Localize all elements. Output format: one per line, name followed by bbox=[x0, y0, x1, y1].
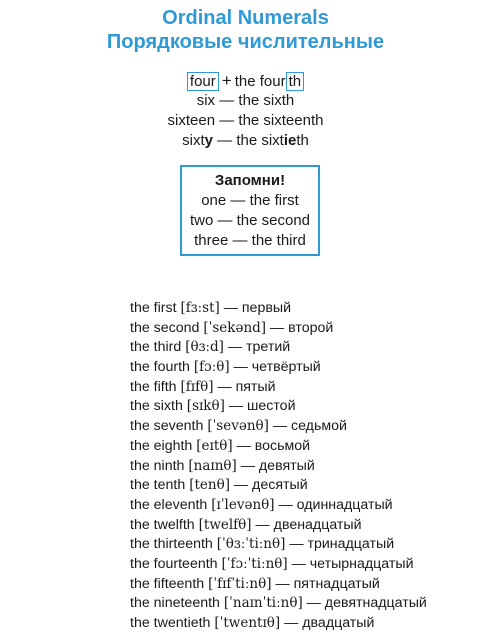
result-word bbox=[236, 132, 309, 149]
english-ordinal: the twelfth bbox=[130, 516, 195, 533]
transcription: [θɜːd] bbox=[185, 339, 224, 356]
english-ordinal: the sixth bbox=[130, 398, 183, 415]
base-word: six bbox=[196, 92, 216, 109]
russian-translation: — четвёртый bbox=[233, 359, 321, 376]
list-item bbox=[130, 476, 427, 496]
transcription: [sɪkθ] bbox=[186, 398, 225, 415]
russian-translation: — пятнадцатый bbox=[275, 575, 380, 592]
dash: — bbox=[219, 92, 235, 109]
list-item bbox=[130, 358, 427, 378]
transcription: [fɔːθ] bbox=[193, 359, 230, 376]
transcription: [ˈnaɪnˈtiːnθ] bbox=[223, 595, 303, 612]
list-item bbox=[130, 535, 427, 555]
russian-translation: — двенадцатый bbox=[255, 516, 362, 533]
english-ordinal: the eleventh bbox=[130, 496, 208, 513]
result-word: the sixteenth bbox=[238, 112, 324, 129]
transcription: [twelfθ] bbox=[198, 516, 252, 533]
english-ordinal: the first bbox=[130, 300, 177, 316]
rule-four bbox=[0, 71, 491, 91]
english-ordinal: the nineteenth bbox=[130, 595, 220, 612]
rule-six bbox=[0, 91, 491, 111]
english-ordinal: the eighth bbox=[130, 437, 193, 454]
list-item bbox=[130, 496, 427, 516]
remember-title: Запомни! bbox=[214, 172, 286, 189]
remember-box bbox=[180, 165, 320, 256]
english-ordinal: the third bbox=[130, 339, 182, 356]
result-suffix: th bbox=[296, 132, 309, 149]
russian-translation: — девятый bbox=[240, 457, 315, 474]
formation-rules bbox=[0, 71, 491, 151]
list-item bbox=[130, 457, 427, 477]
dash: — bbox=[217, 132, 233, 149]
russian-translation: — одиннадцатый bbox=[278, 496, 393, 513]
page-title-russian: Порядковые числительные bbox=[106, 31, 385, 53]
english-ordinal: the fifth bbox=[130, 378, 177, 395]
list-item bbox=[130, 378, 427, 398]
list-item bbox=[130, 299, 427, 319]
russian-translation: — третий bbox=[227, 339, 291, 356]
list-item bbox=[130, 417, 427, 437]
base-word bbox=[182, 132, 213, 149]
transcription: [ˈfɪfˈtiːnθ] bbox=[208, 575, 272, 592]
base-word: sixteen bbox=[167, 112, 216, 129]
plus-sign: + bbox=[221, 71, 232, 90]
highlighted-change: ie bbox=[283, 132, 297, 149]
transcription: [ɪˈlevənθ] bbox=[211, 496, 275, 513]
transcription: [naɪnθ] bbox=[188, 457, 237, 474]
english-ordinal: the second bbox=[130, 319, 200, 336]
english-ordinal: the ninth bbox=[130, 457, 185, 474]
transcription: [ˈsevənθ] bbox=[207, 418, 269, 435]
boxed-suffix: th bbox=[286, 72, 305, 91]
list-item bbox=[130, 575, 427, 595]
english-ordinal: the fourteenth bbox=[130, 555, 218, 572]
russian-translation: — девятнадцатый bbox=[306, 595, 427, 612]
list-item bbox=[130, 594, 427, 614]
list-item bbox=[130, 437, 427, 457]
boxed-base-word: four bbox=[187, 72, 219, 91]
header bbox=[0, 6, 491, 54]
english-ordinal: the fifteenth bbox=[130, 575, 205, 592]
remember-item: one — the first bbox=[201, 192, 299, 209]
base-stem: sixt bbox=[182, 132, 205, 149]
list-item bbox=[130, 516, 427, 536]
russian-translation: — двадцатый bbox=[284, 615, 375, 631]
russian-translation: — шестой bbox=[228, 398, 296, 415]
list-item bbox=[130, 614, 427, 634]
list-item bbox=[130, 319, 427, 339]
russian-translation: — тринадцатый bbox=[289, 536, 395, 553]
russian-translation: — восьмой bbox=[236, 437, 311, 454]
highlighted-ending: y bbox=[204, 132, 213, 149]
english-ordinal: the thirteenth bbox=[130, 536, 213, 553]
english-ordinal: the tenth bbox=[130, 477, 186, 494]
russian-translation: — четырнадцатый bbox=[291, 555, 414, 572]
transcription: [ˈθɜːˈtiːnθ] bbox=[216, 536, 286, 553]
transcription: [ˈsekənd] bbox=[203, 319, 267, 336]
english-ordinal: the fourth bbox=[130, 359, 190, 376]
dash: — bbox=[219, 112, 235, 129]
transcription: [tenθ] bbox=[189, 477, 230, 494]
transcription: [eɪtθ] bbox=[196, 437, 233, 454]
list-item bbox=[130, 555, 427, 575]
list-item bbox=[130, 397, 427, 417]
english-ordinal: the seventh bbox=[130, 418, 204, 435]
russian-translation: — седьмой bbox=[272, 418, 347, 435]
transcription: [ˈfɔːˈtiːnθ] bbox=[221, 555, 288, 572]
page-title-english: Ordinal Numerals bbox=[162, 7, 329, 29]
russian-translation: — десятый bbox=[233, 477, 308, 494]
ordinal-list bbox=[130, 299, 427, 634]
result-word: the sixth bbox=[238, 92, 295, 109]
transcription: [fɜːst] bbox=[180, 300, 220, 316]
russian-translation: — первый bbox=[223, 300, 292, 316]
result-stem: the sixt bbox=[236, 132, 284, 149]
remember-item: three — the third bbox=[194, 232, 306, 249]
remember-item: two — the second bbox=[189, 212, 311, 229]
rule-sixty bbox=[0, 131, 491, 151]
russian-translation: — второй bbox=[270, 319, 334, 336]
list-item bbox=[130, 338, 427, 358]
english-ordinal: the twentieth bbox=[130, 615, 211, 631]
transcription: [ˈtwentɪθ] bbox=[214, 615, 281, 631]
rule-sixteen bbox=[0, 111, 491, 131]
result-word: the four bbox=[234, 73, 286, 90]
transcription: [fɪfθ] bbox=[180, 378, 214, 395]
russian-translation: — пятый bbox=[217, 378, 276, 395]
